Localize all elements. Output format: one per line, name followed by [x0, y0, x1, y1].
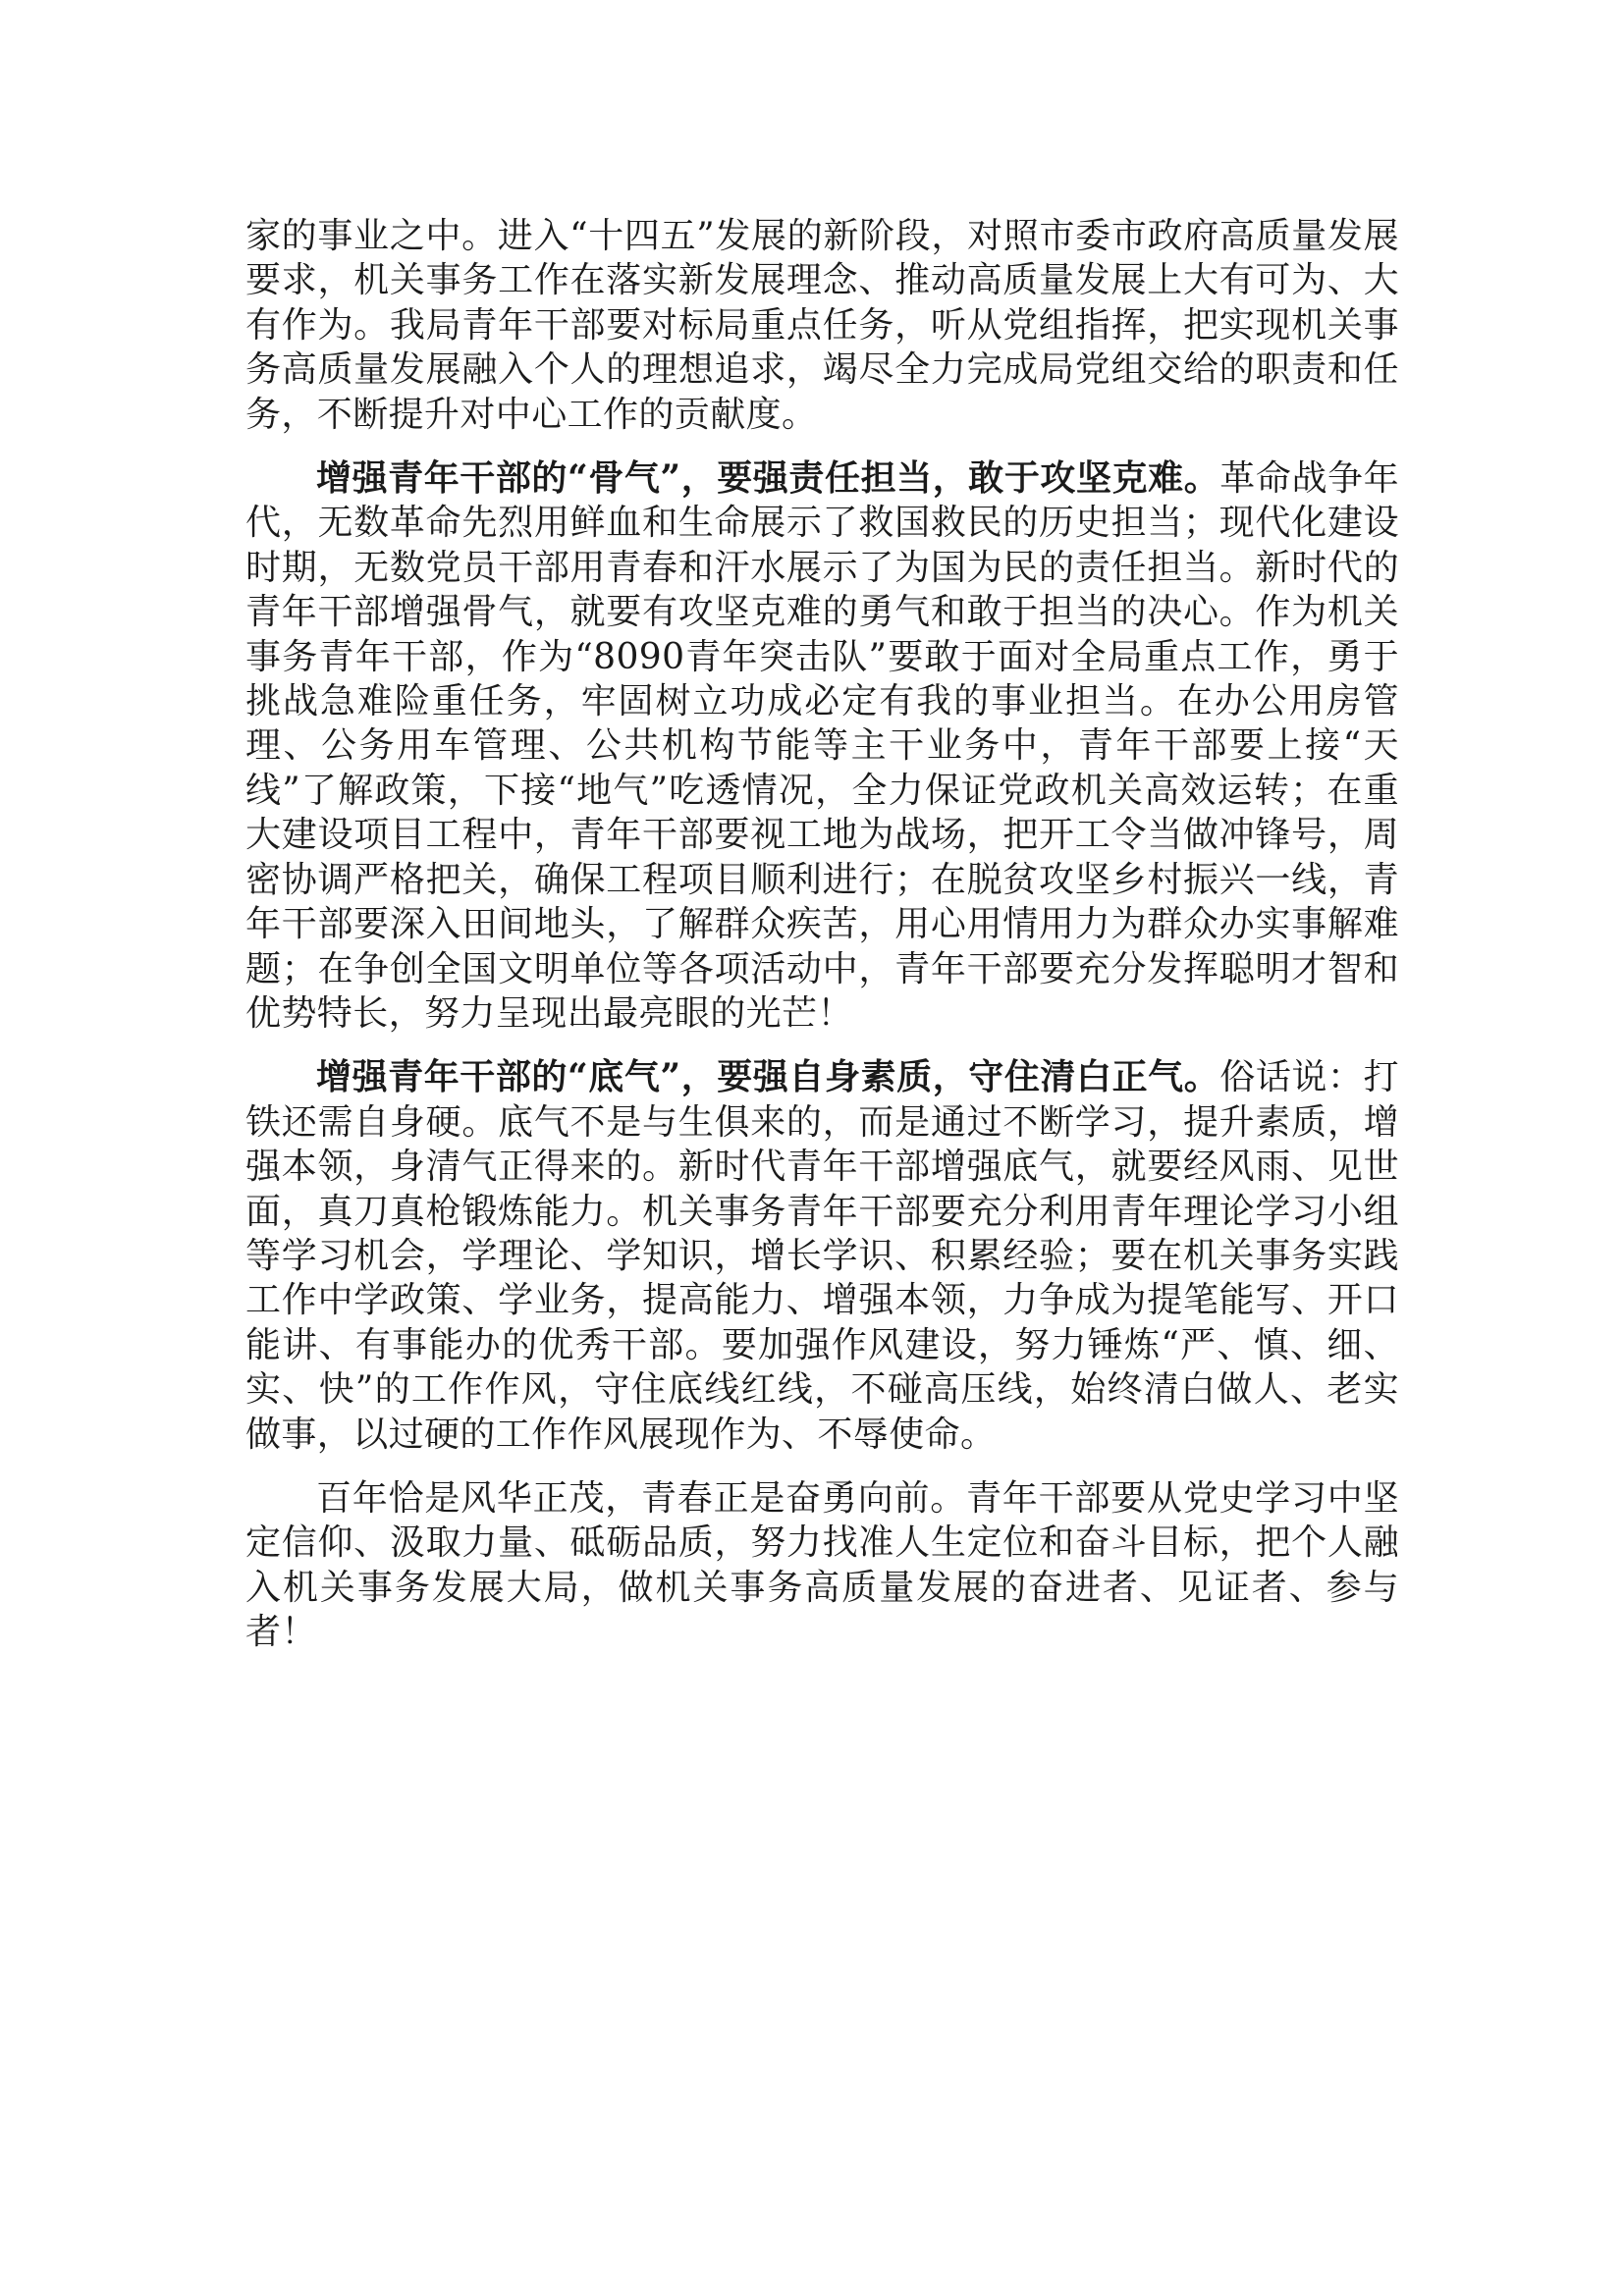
paragraph-text: 百年恰是风华正茂，青春正是奋勇向前。青年干部要从党史学习中坚定信仰、汲取力量、砥砺品质，努力找准人生定位和奋斗目标，把个人融入机关事务发展大局，做机关事务高质量发展的奋进者、见证者、参与者！: [245, 1477, 1399, 1653]
paragraph-text: 革命战争年代，无数革命先烈用鲜血和生命展示了救国救民的历史担当；现代化建设时期，无数党员干部用青春和汗水展示了为国为民的责任担当。新时代的青年干部增强骨气，就要有攻坚克难的勇气和敢于担当的决心。作为机关事务青年干部，作为“8090青年突击队”要敢于面对全局重点工作，勇于挑战急难险重任务，牢固树立功成必定有我的事业担当。在办公用房管理、公务用车管理、公共机构节能等主干业务中，青年干部要上接“天线”了解政策，下接“地气”吃透情况，全力保证党政机关高效运转；在重大建设项目工程中，青年干部要视工地为战场，把开工令当做冲锋号，周密协调严格把关，确保工程项目顺利进行；在脱贫攻坚乡村振兴一线，青年干部要深入田间地头，了解群众疾苦，用心用情用力为群众办实事解难题；在争创全国文明单位等各项活动中，青年干部要充分发挥聪明才智和优势特长，努力呈现出最亮眼的光芒！: [245, 458, 1399, 1034]
paragraph-backbone: [245, 456, 1399, 1036]
paragraph-continuation: [245, 214, 1399, 437]
paragraph-lead-heading: 增强青年干部的“底气”，要强自身素质，守住清白正气。: [316, 1056, 1220, 1098]
paragraph-confidence: [245, 1055, 1399, 1457]
document-body: [245, 214, 1399, 1675]
paragraph-text: 家的事业之中。进入“十四五”发展的新阶段，对照市委市政府高质量发展要求，机关事务工作在落实新发展理念、推动高质量发展上大有可为、大有作为。我局青年干部要对标局重点任务，听从党组指挥，把实现机关事务高质量发展融入个人的理想追求，竭尽全力完成局党组交给的职责和任务，不断提升对中心工作的贡献度。: [245, 216, 1399, 435]
paragraph-conclusion: [245, 1476, 1399, 1655]
paragraph-lead-heading: 增强青年干部的“骨气”，要强责任担当，敢于攻坚克难。: [316, 457, 1220, 500]
paragraph-text: 俗话说：打铁还需自身硬。底气不是与生俱来的，而是通过不断学习，提升素质，增强本领，身清气正得来的。新时代青年干部增强底气，就要经风雨、见世面，真刀真枪锻炼能力。机关事务青年干部要充分利用青年理论学习小组等学习机会，学理论、学知识，增长学识、积累经验；要在机关事务实践工作中学政策、学业务，提高能力、增强本领，力争成为提笔能写、开口能讲、有事能办的优秀干部。要加强作风建设，努力锤炼“严、慎、细、实、快”的工作作风，守住底线红线，不碰高压线，始终清白做人、老实做事，以过硬的工作作风展现作为、不辱使命。: [245, 1057, 1399, 1455]
